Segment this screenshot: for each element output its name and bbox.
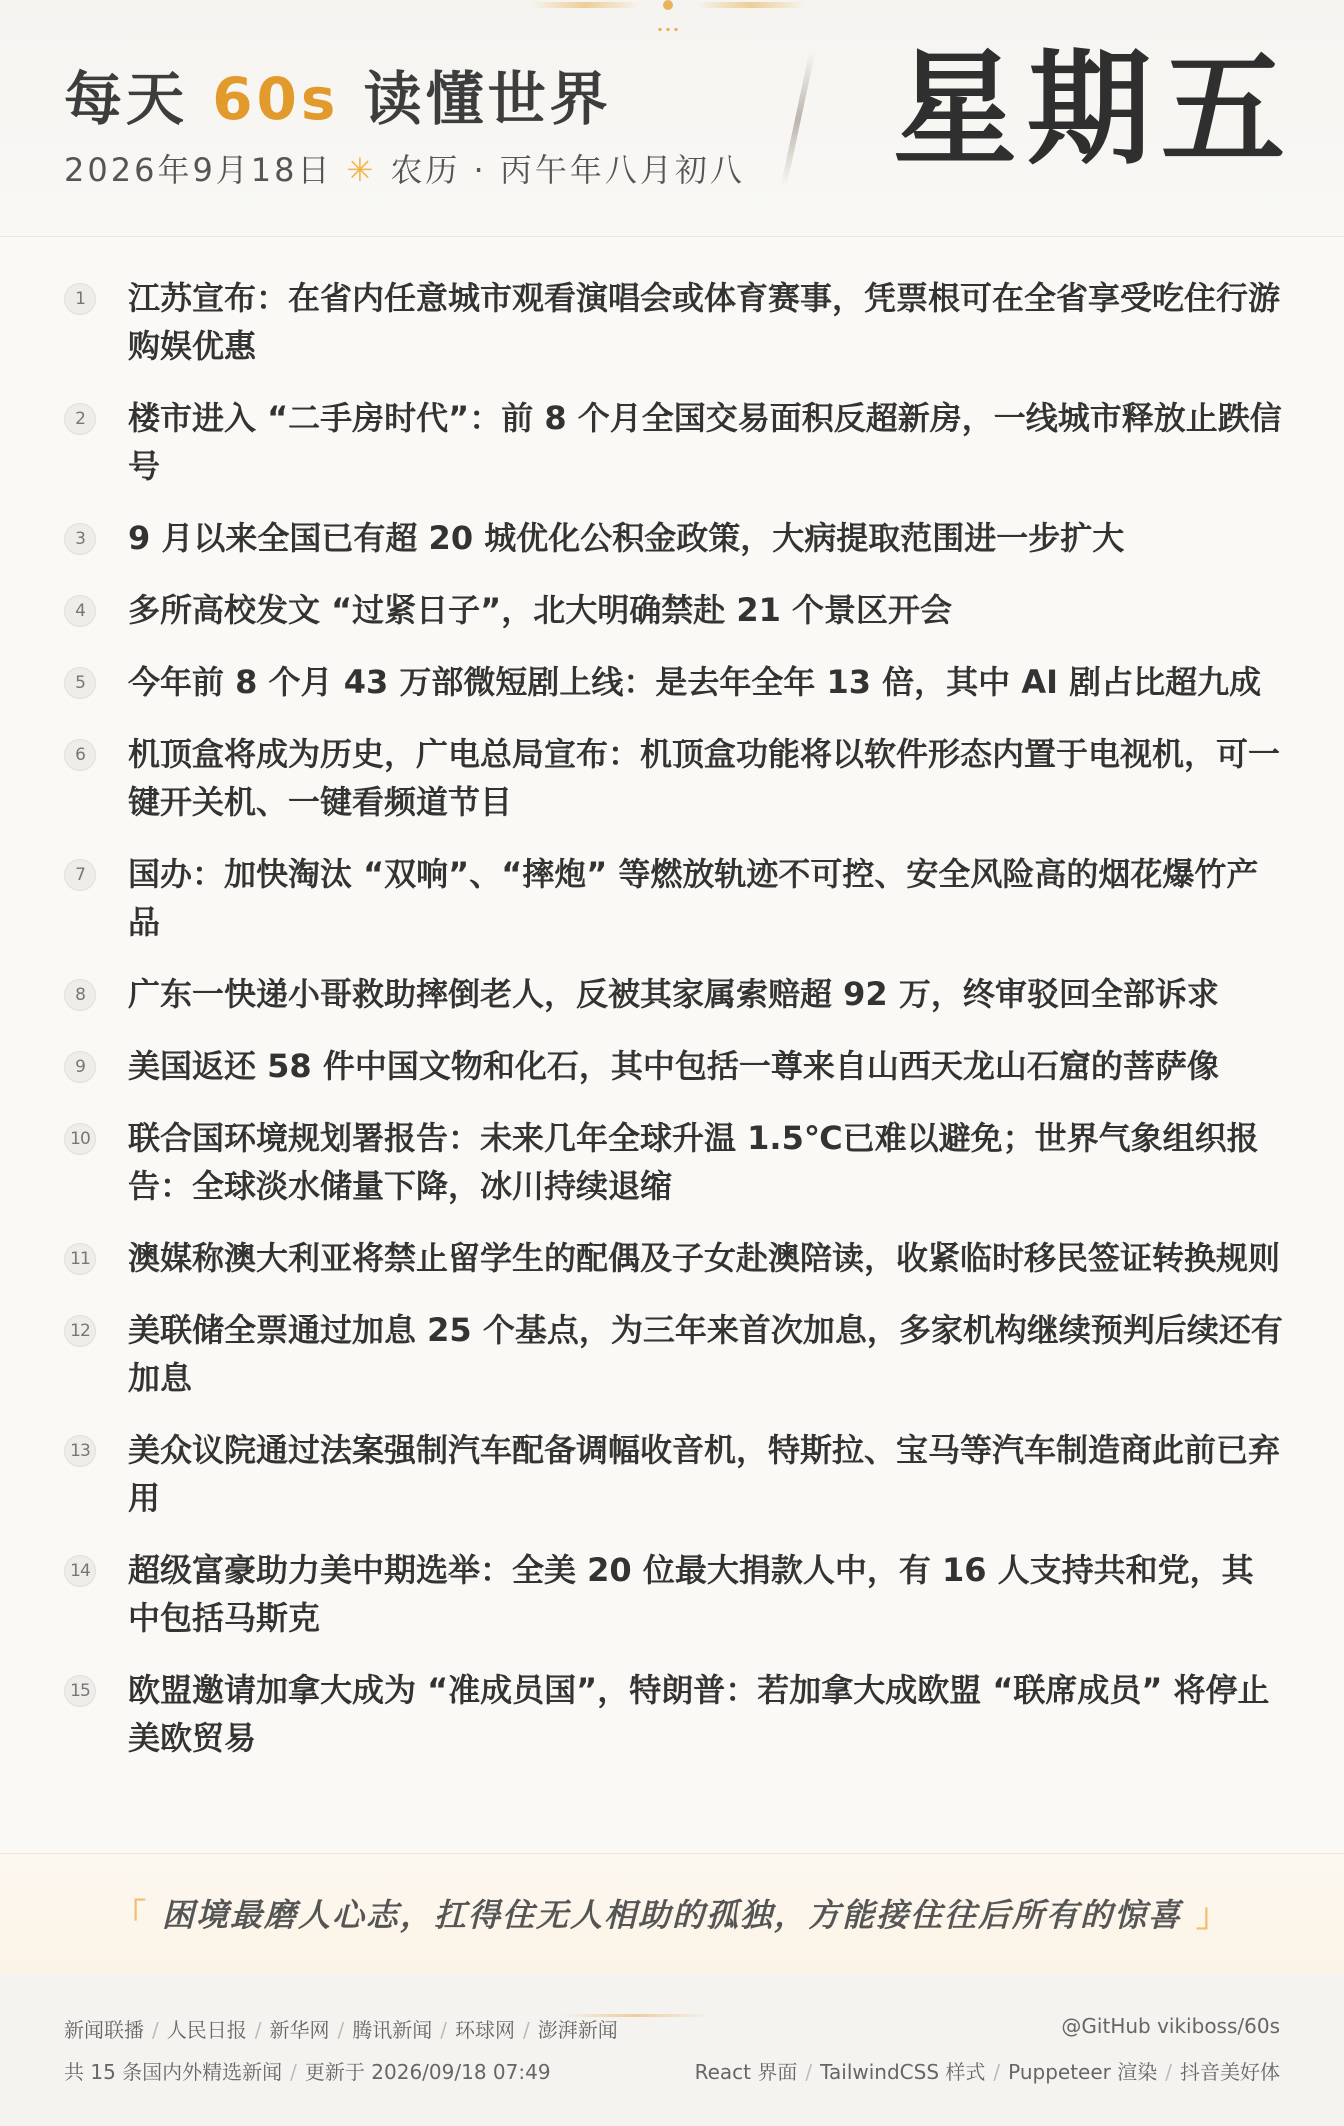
- source-item[interactable]: 环球网: [455, 2018, 515, 2042]
- news-number-badge: 15: [64, 1675, 96, 1707]
- news-number-badge: 3: [64, 523, 96, 555]
- news-text: 楼市进入 “二手房时代”：前 8 个月全国交易面积反超新房，一线城市释放止跌信号: [128, 399, 1282, 485]
- news-item: [64, 1546, 1284, 1642]
- news-item: [64, 970, 1284, 1018]
- tech-item: TailwindCSS 样式: [820, 2060, 986, 2084]
- news-item: [64, 394, 1284, 490]
- page-title: [64, 52, 612, 136]
- quote-open-mark: 「: [113, 1896, 148, 1934]
- news-text: 广东一快递小哥救助摔倒老人，反被其家属索赔超 92 万，终审驳回全部诉求: [128, 975, 1219, 1013]
- news-number-badge: 9: [64, 1051, 96, 1083]
- tech-item: React 界面: [694, 2060, 798, 2084]
- header: [0, 0, 1344, 237]
- divider-slash: [781, 52, 815, 186]
- news-text: 联合国环境规划署报告：未来几年全球升温 1.5℃已难以避免；世界气象组织报告：全球淡水储量下降，冰川持续退缩: [128, 1119, 1259, 1205]
- news-list: [64, 274, 1284, 1786]
- gregorian-date: 2026年9月18日: [64, 151, 333, 189]
- news-number-badge: 7: [64, 859, 96, 891]
- news-item: [64, 850, 1284, 946]
- news-count: 共 15 条国内外精选新闻: [64, 2060, 283, 2084]
- dots-ornament-icon: [656, 28, 680, 31]
- news-text: 超级富豪助力美中期选举：全美 20 位最大捐款人中，有 16 人支持共和党，其中包括马斯克: [128, 1551, 1254, 1637]
- footer-separator: /: [254, 2018, 262, 2042]
- news-number-badge: 1: [64, 283, 96, 315]
- footer-separator: /: [1165, 2060, 1172, 2084]
- news-number-badge: 13: [64, 1435, 96, 1467]
- news-item: [64, 730, 1284, 826]
- title-accent: 60s: [212, 65, 340, 133]
- lunar-date: 农历 · 丙午年八月初八: [390, 151, 745, 189]
- tech-item: Puppeteer 渲染: [1008, 2060, 1158, 2084]
- star-icon: ✳: [346, 151, 377, 189]
- footer-separator: /: [993, 2060, 1001, 2084]
- news-item: [64, 514, 1284, 562]
- quote-close-mark: 」: [1196, 1896, 1231, 1934]
- news-item: [64, 1306, 1284, 1402]
- news-number-badge: 12: [64, 1315, 96, 1347]
- footer-separator: /: [152, 2018, 159, 2042]
- updated-time: 更新于 2026/09/18 07:49: [304, 2060, 551, 2084]
- news-item: [64, 1666, 1284, 1762]
- source-item[interactable]: 人民日报: [166, 2018, 247, 2042]
- footer: [0, 1974, 1344, 2126]
- quote-text: 困境最磨人心志，扛得住无人相助的孤独，方能接住往后所有的惊喜: [161, 1896, 1182, 1934]
- news-number-badge: 10: [64, 1123, 96, 1155]
- news-text: 美国返还 58 件中国文物和化石，其中包括一尊来自山西天龙山石窟的菩萨像: [128, 1047, 1219, 1085]
- news-number-badge: 14: [64, 1555, 96, 1587]
- footer-separator: /: [523, 2018, 530, 2042]
- news-text: 多所高校发文 “过紧日子”，北大明确禁赴 21 个景区开会: [128, 591, 953, 629]
- news-text: 江苏宣布：在省内任意城市观看演唱会或体育赛事，凭票根可在全省享受吃住行游购娱优惠: [128, 279, 1281, 365]
- footer-meta: [64, 2056, 551, 2085]
- news-item: [64, 274, 1284, 370]
- github-link[interactable]: @GitHub vikiboss/60s: [1061, 2014, 1280, 2038]
- news-number-badge: 8: [64, 979, 96, 1011]
- news-text: 美联储全票通过加息 25 个基点，为三年来首次加息，多家机构继续预判后续还有加息: [128, 1311, 1283, 1397]
- footer-separator: /: [805, 2060, 813, 2084]
- news-number-badge: 6: [64, 739, 96, 771]
- tech-stack: [695, 2056, 1280, 2085]
- news-number-badge: 4: [64, 595, 96, 627]
- footer-separator: /: [440, 2018, 447, 2042]
- news-text: 澳媒称澳大利亚将禁止留学生的配偶及子女赴澳陪读，收紧临时移民签证转换规则: [128, 1239, 1281, 1277]
- news-text: 9 月以来全国已有超 20 城优化公积金政策，大病提取范围进一步扩大: [128, 519, 1125, 557]
- footer-separator: /: [337, 2018, 345, 2042]
- news-number-badge: 11: [64, 1243, 96, 1275]
- news-number-badge: 2: [64, 403, 96, 435]
- news-text: 欧盟邀请加拿大成为 “准成员国”，特朗普：若加拿大成欧盟 “联席成员” 将停止美欧贸易: [128, 1671, 1270, 1757]
- news-item: [64, 1234, 1284, 1282]
- news-number-badge: 5: [64, 667, 96, 699]
- tech-item: 抖音美好体: [1180, 2060, 1280, 2084]
- news-text: 国办：加快淘汰 “双响”、“摔炮” 等燃放轨迹不可控、安全风险高的烟花爆竹产品: [128, 855, 1259, 941]
- weekday: 星期五: [893, 38, 1296, 182]
- source-item[interactable]: 新闻联播: [64, 2018, 144, 2042]
- news-item: [64, 586, 1284, 634]
- news-item: [64, 1426, 1284, 1522]
- date-line: [64, 145, 745, 191]
- news-text: 机顶盒将成为历史，广电总局宣布：机顶盒功能将以软件形态内置于电视机，可一键开关机、一键看频道节目: [128, 735, 1281, 821]
- source-item[interactable]: 腾讯新闻: [352, 2018, 433, 2042]
- news-text: 今年前 8 个月 43 万部微短剧上线：是去年全年 13 倍，其中 AI 剧占比超九成: [128, 663, 1262, 701]
- title-prefix: 每天: [64, 65, 213, 133]
- dot-ornament-icon: [663, 0, 673, 10]
- news-item: [64, 1114, 1284, 1210]
- top-decoration: [530, 0, 810, 40]
- footer-separator: /: [290, 2060, 297, 2084]
- news-text: 美众议院通过法案强制汽车配备调幅收音机，特斯拉、宝马等汽车制造商此前已弃用: [128, 1431, 1281, 1517]
- title-suffix: 读懂世界: [339, 65, 612, 133]
- daily-quote: [0, 1890, 1344, 1936]
- quote-band: [0, 1853, 1344, 1975]
- source-item[interactable]: 澎湃新闻: [537, 2018, 618, 2042]
- source-list: [64, 2014, 618, 2043]
- news-item: [64, 658, 1284, 706]
- source-item[interactable]: 新华网: [269, 2018, 330, 2042]
- news-item: [64, 1042, 1284, 1090]
